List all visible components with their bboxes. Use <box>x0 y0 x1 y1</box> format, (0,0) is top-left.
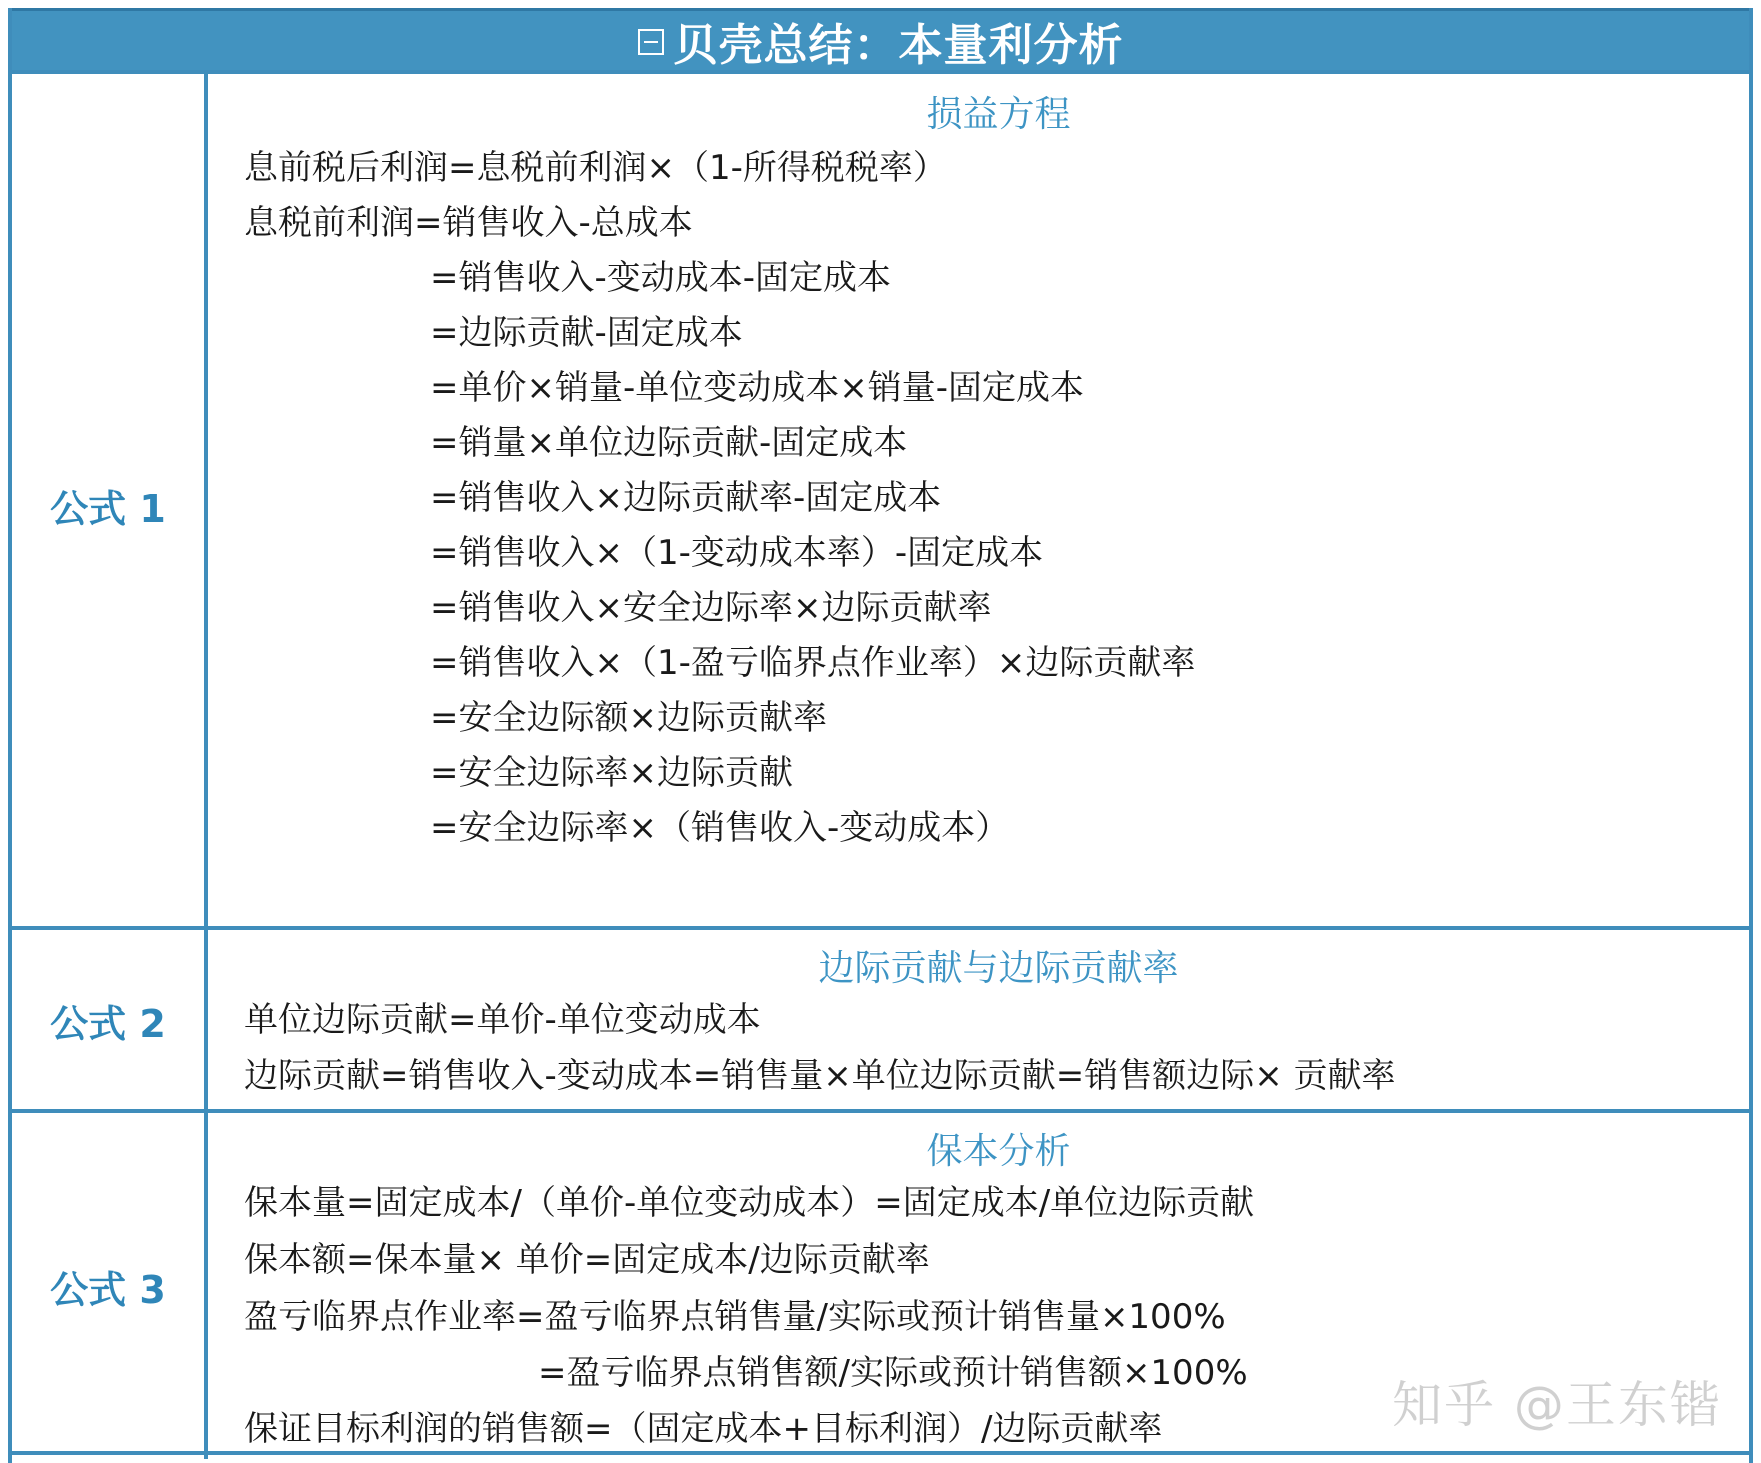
page-title: 贝壳总结：本量利分析 <box>673 19 1124 71</box>
formula-line: =销售收入-变动成本-固定成本 <box>430 258 892 298</box>
formula-line: 保本额=保本量× 单价=固定成本/边际贡献率 <box>244 1240 930 1280</box>
formula-line: =安全边际率×边际贡献 <box>430 753 793 793</box>
formula-line: 保本量=固定成本/（单价-单位变动成本）=固定成本/单位边际贡献 <box>244 1183 1255 1223</box>
formula-line: =销售收入×（1-盈亏临界点作业率）×边际贡献率 <box>430 643 1196 683</box>
formula-line: 盈亏临界点作业率=盈亏临界点销售量/实际或预计销售量×100% <box>244 1297 1226 1337</box>
row-label-2: 公式 2 <box>12 930 208 1110</box>
formula-line: =安全边际率×（销售收入-变动成本） <box>430 808 1010 848</box>
formula-line: =单价×销量-单位变动成本×销量-固定成本 <box>430 368 1085 408</box>
formula-line: =销售收入×（1-变动成本率）-固定成本 <box>430 533 1044 573</box>
row-label-3: 公式 3 <box>12 1113 208 1459</box>
row-body-1 <box>208 74 1749 936</box>
watermark: 知乎 @王东锴 <box>1392 1376 1722 1434</box>
row-label-1: 公式 1 <box>12 74 208 936</box>
section-heading-1: 损益方程 <box>926 94 1071 135</box>
formula-line: 单位边际贡献=单价-单位变动成本 <box>244 1000 761 1040</box>
formula-line: 边际贡献=销售收入-变动成本=销售量×单位边际贡献=销售额边际× 贡献率 <box>244 1056 1396 1096</box>
summary-table <box>8 8 1753 1463</box>
image-icon <box>638 29 664 55</box>
table-bottom-border <box>12 1451 1749 1455</box>
title-bar <box>12 8 1749 70</box>
formula-line: =销售收入×安全边际率×边际贡献率 <box>430 588 992 628</box>
section-heading-3: 保本分析 <box>926 1131 1071 1172</box>
formula-line: =安全边际额×边际贡献率 <box>430 698 827 738</box>
formula-line: 息税前利润=销售收入-总成本 <box>244 203 693 243</box>
formula-line: 保证目标利润的销售额=（固定成本+目标利润）/边际贡献率 <box>244 1409 1163 1449</box>
formula-line: =销售收入×边际贡献率-固定成本 <box>430 478 942 518</box>
formula-line: =销量×单位边际贡献-固定成本 <box>430 423 908 463</box>
section-heading-2: 边际贡献与边际贡献率 <box>818 948 1179 989</box>
formula-row-2 <box>12 926 1749 1110</box>
formula-line: =边际贡献-固定成本 <box>430 313 743 353</box>
row-body-2 <box>208 930 1749 1110</box>
formula-row-1 <box>12 70 1749 936</box>
formula-line: =盈亏临界点销售额/实际或预计销售额×100% <box>538 1353 1248 1393</box>
formula-line: 息前税后利润=息税前利润×（1-所得税税率） <box>244 148 947 188</box>
